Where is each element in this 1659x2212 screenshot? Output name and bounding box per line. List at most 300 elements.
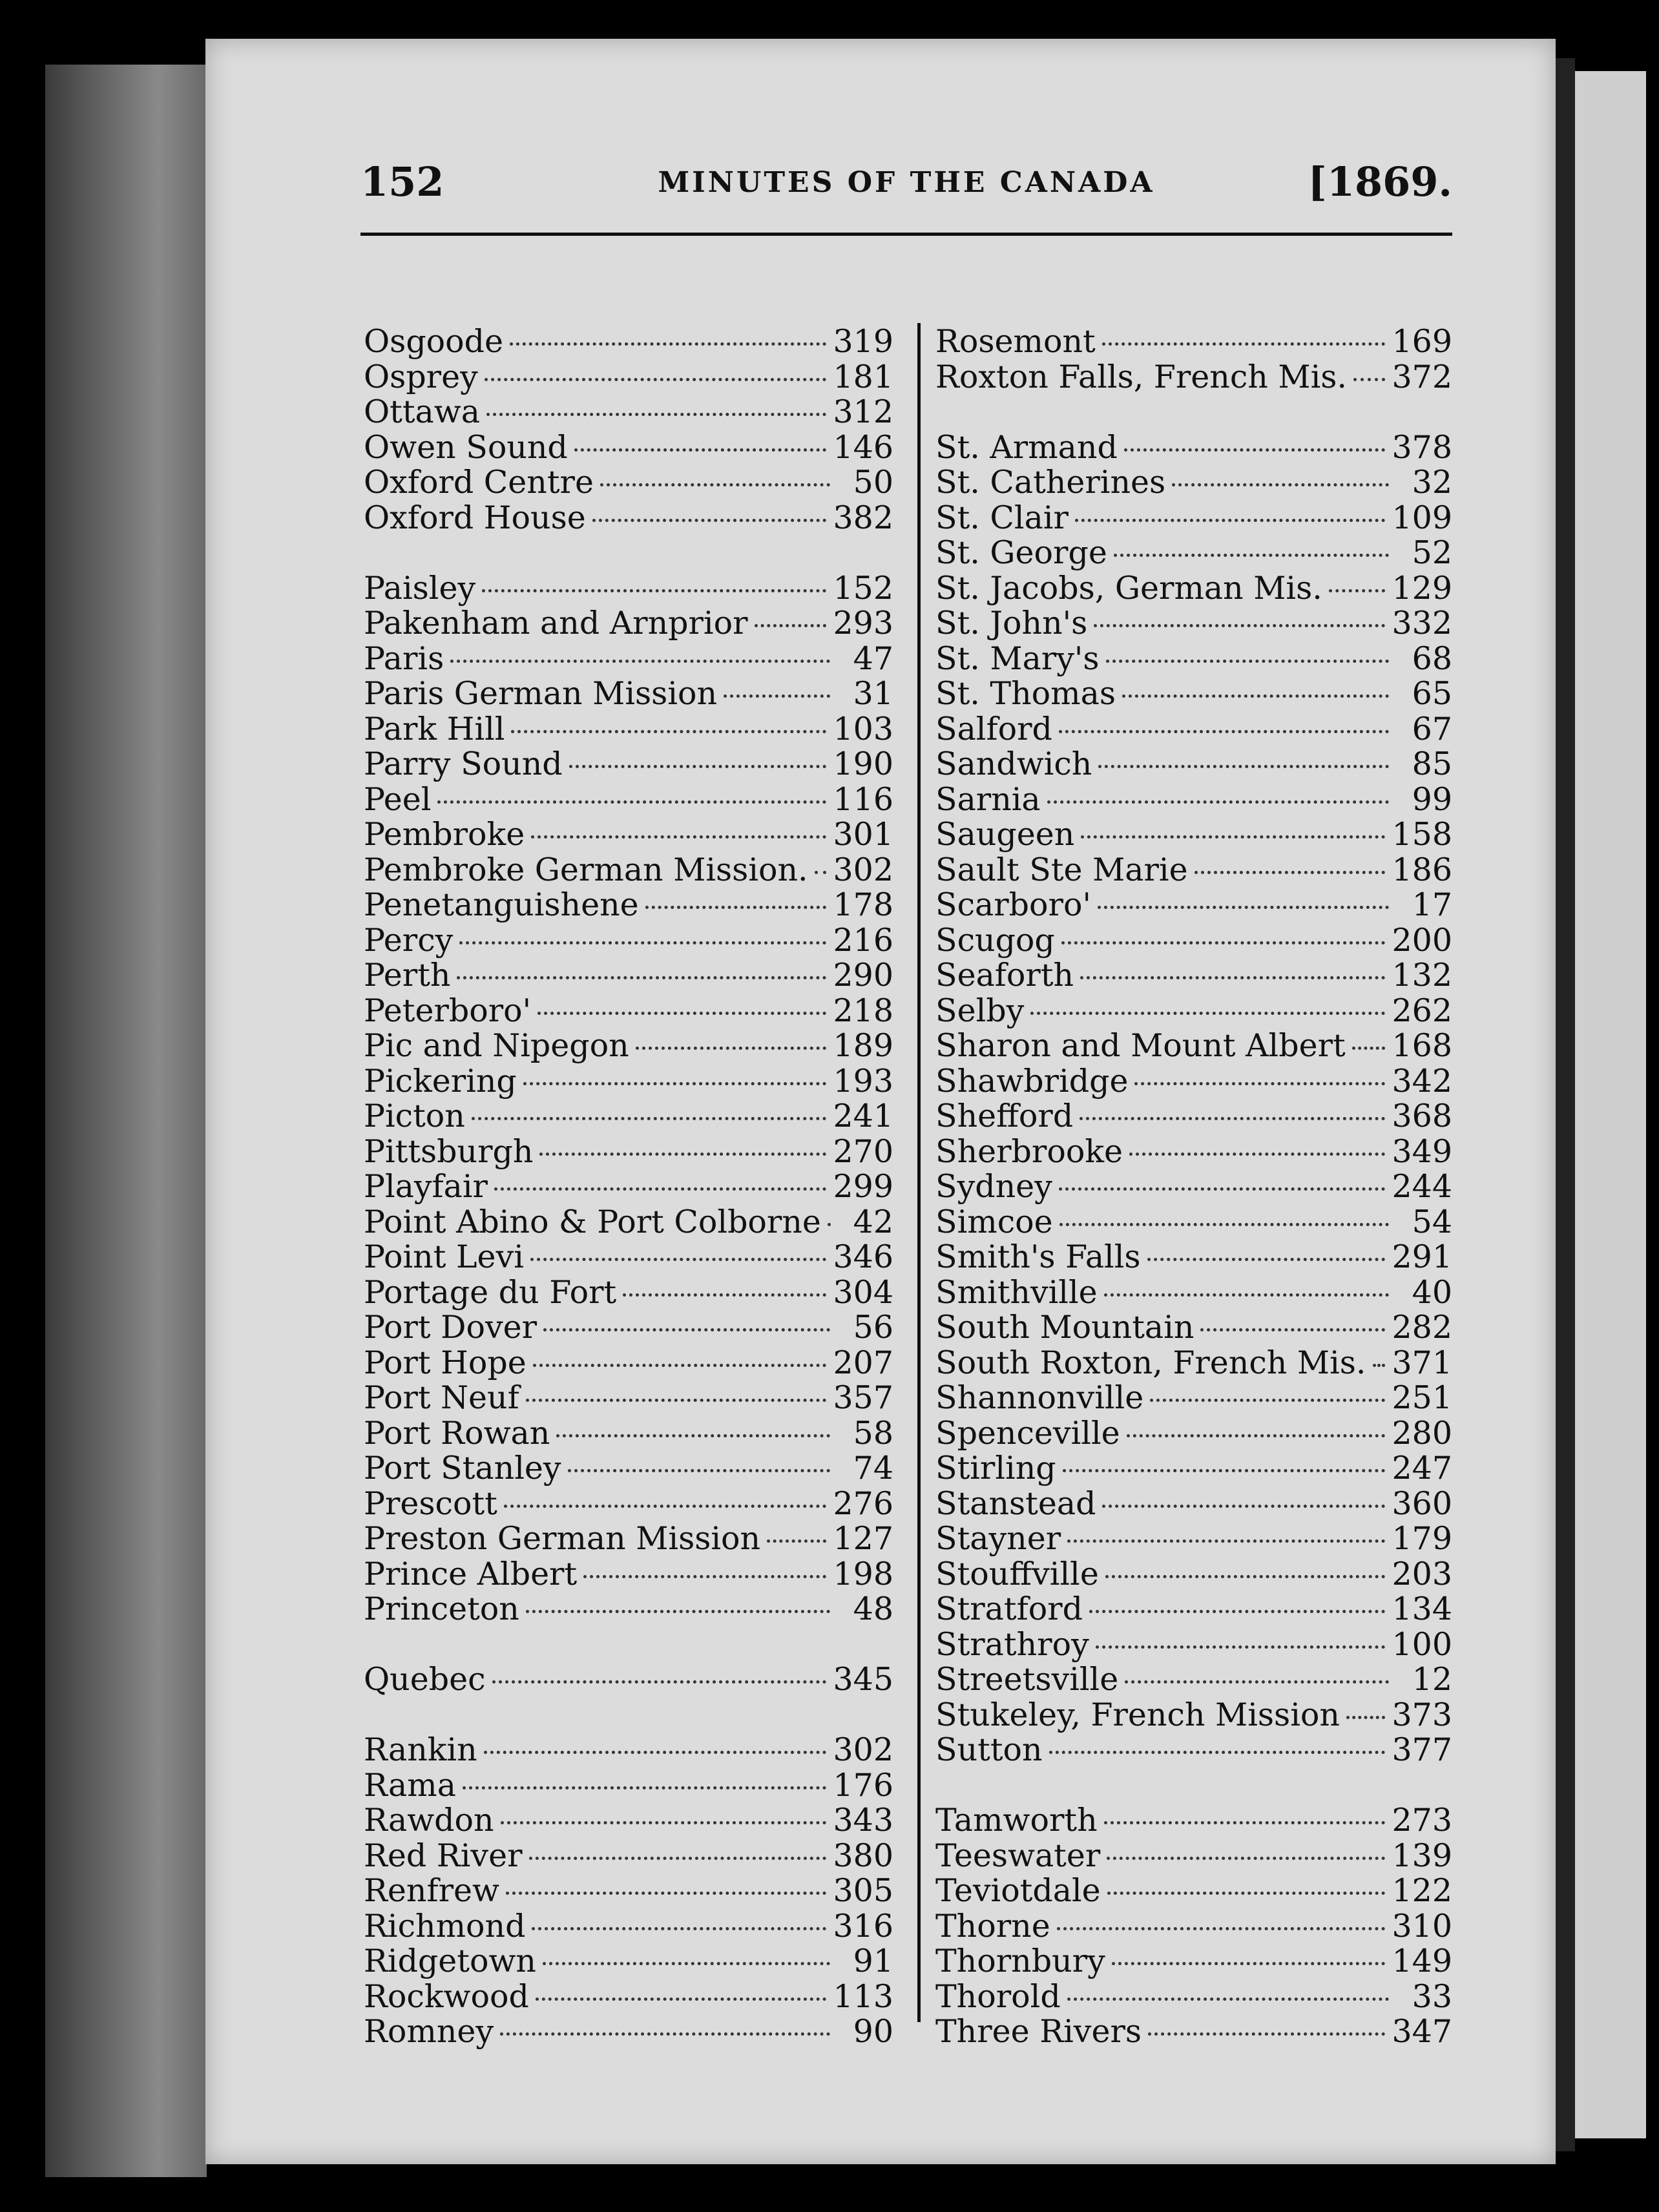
entry-name: St. George (935, 534, 1107, 571)
entry-name: Simcoe (935, 1203, 1053, 1240)
index-entry (364, 570, 893, 605)
entry-page-number: 134 (1392, 1591, 1452, 1627)
page-number: 152 (360, 158, 444, 205)
entry-name: Streetsville (935, 1661, 1119, 1698)
entry-name: Romney (364, 2013, 494, 2050)
entry-name: Stayner (935, 1520, 1061, 1557)
index-entry (364, 1908, 893, 1943)
entry-page-number: 282 (1392, 1309, 1452, 1346)
leader-dots (1057, 1927, 1386, 1930)
entry-name: Oxford House (364, 499, 586, 536)
entry-name: Peel (364, 780, 432, 818)
index-entry (364, 675, 893, 711)
leader-dots (1148, 2032, 1385, 2036)
entry-page-number: 56 (853, 1309, 893, 1346)
entry-name: Rankin (364, 1731, 477, 1768)
entry-name: Pic and Nipegon (364, 1027, 629, 1064)
entry-page-number: 40 (1412, 1273, 1452, 1311)
entry-name: Sutton (935, 1731, 1043, 1768)
index-entry (935, 1450, 1452, 1485)
leader-dots (510, 342, 826, 346)
entry-name: Port Neuf (364, 1379, 519, 1416)
entry-name: Scarboro' (935, 886, 1091, 923)
index-entry (364, 1943, 893, 1978)
entry-page-number: 91 (853, 1943, 893, 1979)
entry-name: Shawbridge (935, 1062, 1129, 1100)
entry-name: Princeton (364, 1591, 519, 1627)
entry-page-number: 186 (1392, 851, 1452, 888)
leader-dots (1075, 519, 1386, 522)
index-entry (364, 1168, 893, 1204)
leader-dots (767, 1539, 826, 1543)
leader-dots (526, 1610, 830, 1613)
leader-dots (1098, 765, 1389, 768)
entry-name: Scugog (935, 921, 1055, 959)
leader-dots (523, 1082, 827, 1085)
entry-name: Paris German Mission (364, 675, 718, 712)
index-spacer (935, 1767, 1452, 1802)
leader-dots (1353, 378, 1385, 381)
leader-dots (529, 1857, 827, 1860)
leader-dots (1134, 1082, 1385, 1085)
index-entry (935, 1098, 1452, 1133)
leader-dots (1080, 1117, 1385, 1120)
leader-dots (463, 1786, 827, 1789)
index-entry (364, 1731, 893, 1767)
entry-page-number: 332 (1392, 605, 1452, 642)
leader-dots (506, 1892, 827, 1895)
index-entry (935, 711, 1452, 746)
entry-page-number: 42 (853, 1203, 893, 1240)
entry-page-number: 302 (833, 851, 893, 888)
entry-page-number: 316 (833, 1907, 893, 1945)
running-title: MINUTES OF THE CANADA (658, 166, 1155, 199)
entry-name: Smith's Falls (935, 1238, 1141, 1275)
index-entry (935, 1485, 1452, 1521)
index-entry (935, 1520, 1452, 1556)
entry-name: Playfair (364, 1168, 488, 1205)
entry-page-number: 346 (833, 1238, 893, 1275)
entry-name: Renfrew (364, 1872, 499, 1909)
entry-page-number: 262 (1392, 992, 1452, 1029)
entry-page-number: 139 (1392, 1837, 1452, 1874)
leader-dots (1102, 1505, 1385, 1508)
entry-page-number: 52 (1412, 534, 1452, 571)
entry-name: St. John's (935, 605, 1088, 642)
index-entry (935, 1063, 1452, 1098)
entry-page-number: 12 (1412, 1661, 1452, 1698)
entry-name: Roxton Falls, French Mis. (935, 358, 1347, 395)
book-edge-left (45, 65, 207, 2177)
entry-page-number: 310 (1392, 1907, 1452, 1945)
index-entry (364, 605, 893, 640)
entry-page-number: 276 (833, 1485, 893, 1522)
entry-page-number: 305 (833, 1872, 893, 1909)
entry-page-number: 218 (833, 992, 893, 1029)
index-entry (935, 1978, 1452, 2014)
entry-page-number: 48 (853, 1591, 893, 1627)
index-entry (935, 675, 1452, 711)
leader-dots (569, 765, 827, 768)
index-entry (364, 1133, 893, 1169)
index-entry (935, 1168, 1452, 1204)
entry-page-number: 100 (1392, 1625, 1452, 1663)
index-entry (935, 1379, 1452, 1415)
index-entry (364, 922, 893, 957)
entry-page-number: 189 (833, 1027, 893, 1064)
entry-name: Pickering (364, 1062, 517, 1100)
entry-page-number: 216 (833, 921, 893, 959)
entry-name: Ottawa (364, 393, 480, 430)
leader-dots (1200, 1328, 1385, 1331)
index-entry (364, 1767, 893, 1802)
entry-page-number: 90 (853, 2013, 893, 2050)
leader-dots (1147, 1258, 1386, 1261)
entry-name: Port Rowan (364, 1414, 550, 1452)
adjacent-page (1575, 71, 1646, 2138)
index-entry (364, 429, 893, 464)
leader-dots (1129, 1153, 1385, 1156)
entry-page-number: 33 (1412, 1977, 1452, 2015)
index-entry (364, 886, 893, 922)
entry-name: Sherbrooke (935, 1132, 1123, 1170)
entry-name: Stanstead (935, 1485, 1096, 1522)
index-entry (364, 1309, 893, 1344)
leader-dots (1346, 1716, 1386, 1719)
index-entry (935, 781, 1452, 817)
entry-name: Preston German Mission (364, 1520, 761, 1557)
leader-dots (623, 1293, 826, 1297)
leader-dots (543, 1328, 830, 1331)
leader-dots (1067, 1998, 1389, 2001)
page-header (360, 158, 1452, 229)
leader-dots (828, 1223, 830, 1226)
index-entry (935, 2013, 1452, 2049)
entry-name: Pembroke (364, 816, 525, 853)
entry-name: Thornbury (935, 1943, 1105, 1979)
entry-name: Ridgetown (364, 1943, 536, 1979)
entry-page-number: 176 (833, 1766, 893, 1804)
entry-page-number: 293 (833, 605, 893, 642)
entry-name: Pembroke German Mission. (364, 851, 808, 888)
leader-dots (556, 1434, 830, 1437)
leader-dots (1352, 1047, 1386, 1050)
entry-name: Teeswater (935, 1837, 1101, 1874)
entry-page-number: 377 (1392, 1731, 1452, 1768)
leader-dots (1124, 448, 1386, 452)
index-entry (364, 1098, 893, 1133)
entry-page-number: 342 (1392, 1062, 1452, 1100)
index-entry (364, 1556, 893, 1591)
leader-dots (1067, 1539, 1385, 1543)
entry-name: Sarnia (935, 780, 1041, 818)
index-entry (935, 534, 1452, 570)
index-entry (935, 1133, 1452, 1169)
index-entry (364, 359, 893, 394)
leader-dots (1112, 1962, 1386, 1965)
leader-dots (1059, 730, 1389, 733)
leader-dots (1105, 1575, 1386, 1578)
entry-name: Strathroy (935, 1625, 1089, 1663)
entry-page-number: 360 (1392, 1485, 1452, 1522)
leader-dots (539, 1153, 826, 1156)
entry-name: South Mountain (935, 1309, 1195, 1346)
leader-dots (1059, 1223, 1389, 1226)
entry-name: Prescott (364, 1485, 497, 1522)
entry-page-number: 152 (833, 569, 893, 607)
entry-name: Pittsburgh (364, 1132, 534, 1170)
entry-page-number: 368 (1392, 1098, 1452, 1134)
index-entry (935, 746, 1452, 781)
book-page (205, 39, 1556, 2164)
index-entry (935, 886, 1452, 922)
entry-name: Port Stanley (364, 1450, 561, 1487)
index-entry (364, 640, 893, 676)
entry-name: Stirling (935, 1450, 1056, 1487)
leader-dots (484, 1751, 827, 1754)
entry-page-number: 290 (833, 957, 893, 994)
index-entry (364, 816, 893, 851)
index-entry (364, 746, 893, 781)
entry-page-number: 291 (1392, 1238, 1452, 1275)
entry-page-number: 129 (1392, 569, 1452, 607)
leader-dots (1098, 906, 1389, 909)
leader-dots (1107, 1892, 1386, 1895)
entry-name: Osprey (364, 358, 478, 395)
index-entry (364, 1591, 893, 1626)
index-entry (364, 957, 893, 992)
page-year: [1869. (1308, 158, 1452, 205)
entry-name: St. Armand (935, 428, 1118, 466)
leader-dots (486, 413, 827, 416)
index-entry (935, 1309, 1452, 1344)
index-entry (935, 957, 1452, 992)
index-entry (364, 1204, 893, 1239)
entry-name: Sandwich (935, 746, 1092, 782)
entry-name: Saugeen (935, 816, 1075, 853)
index-entry (364, 992, 893, 1028)
index-entry (935, 570, 1452, 605)
entry-page-number: 357 (833, 1379, 893, 1416)
book-gutter-right (1556, 58, 1575, 2151)
index-entry (935, 1908, 1452, 1943)
index-entry (935, 1696, 1452, 1732)
entry-page-number: 31 (853, 675, 893, 712)
leader-dots (1049, 1751, 1386, 1754)
entry-page-number: 50 (853, 464, 893, 501)
entry-name: Sault Ste Marie (935, 851, 1188, 888)
leader-dots (724, 694, 830, 698)
index-entry (935, 922, 1452, 957)
entry-page-number: 270 (833, 1132, 893, 1170)
entry-name: Rama (364, 1766, 456, 1804)
index-entry (364, 1027, 893, 1063)
entry-name: Quebec (364, 1661, 486, 1698)
leader-dots (1373, 1364, 1386, 1367)
leader-dots (537, 1012, 826, 1015)
index-entry (364, 1978, 893, 2014)
entry-name: Rosemont (935, 323, 1096, 360)
entry-page-number: 54 (1412, 1203, 1452, 1240)
entry-page-number: 158 (1392, 816, 1452, 853)
index-entry (935, 1837, 1452, 1873)
index-entry (364, 2013, 893, 2049)
leader-dots (592, 519, 827, 522)
entry-name: Spenceville (935, 1414, 1120, 1452)
entry-page-number: 347 (1392, 2013, 1452, 2050)
leader-dots (459, 941, 826, 944)
entry-page-number: 132 (1392, 957, 1452, 994)
entry-page-number: 103 (833, 710, 893, 747)
entry-page-number: 200 (1392, 921, 1452, 959)
leader-dots (1125, 1680, 1389, 1684)
index-entry (935, 1943, 1452, 1978)
index-entry (935, 1238, 1452, 1274)
index-entry (364, 499, 893, 535)
leader-dots (815, 871, 827, 874)
entry-name: Sydney (935, 1168, 1052, 1205)
leader-dots (755, 624, 827, 627)
index-entry (935, 1274, 1452, 1309)
index-entry (935, 816, 1452, 851)
entry-name: Portage du Fort (364, 1273, 617, 1311)
entry-page-number: 68 (1412, 640, 1452, 677)
index-entry (935, 1344, 1452, 1380)
entry-name: Three Rivers (935, 2013, 1142, 2050)
index-entry (935, 499, 1452, 535)
entry-page-number: 382 (833, 499, 893, 536)
entry-name: Shefford (935, 1098, 1074, 1134)
entry-name: Pakenham and Arnprior (364, 605, 748, 642)
leader-dots (583, 1575, 826, 1578)
entry-name: Owen Sound (364, 428, 568, 466)
index-entry (935, 605, 1452, 640)
leader-dots (1089, 1610, 1385, 1613)
index-spacer (364, 534, 893, 570)
index-entry (364, 1661, 893, 1696)
entry-name: Rockwood (364, 1977, 529, 2015)
leader-dots (1104, 1821, 1386, 1824)
entry-page-number: 343 (833, 1802, 893, 1839)
entry-page-number: 198 (833, 1555, 893, 1592)
leader-dots (536, 1998, 827, 2001)
index-entry (935, 1802, 1452, 1837)
entry-page-number: 371 (1392, 1344, 1452, 1381)
leader-dots (500, 2032, 830, 2036)
index-spacer (364, 1696, 893, 1732)
leader-dots (1150, 1399, 1385, 1402)
entry-page-number: 273 (1392, 1802, 1452, 1839)
entry-page-number: 58 (853, 1414, 893, 1452)
entry-name: St. Clair (935, 499, 1069, 536)
entry-page-number: 179 (1392, 1520, 1452, 1557)
entry-page-number: 146 (833, 428, 893, 466)
leader-dots (472, 1117, 827, 1120)
leader-dots (492, 1680, 827, 1684)
index-entry (935, 1415, 1452, 1450)
leader-dots (1122, 694, 1389, 698)
index-entry (364, 1802, 893, 1837)
leader-dots (530, 1258, 827, 1261)
entry-name: Port Hope (364, 1344, 527, 1381)
index-entry (935, 323, 1452, 359)
index-entry (935, 1556, 1452, 1591)
index-column-left (364, 323, 893, 2049)
leader-dots (600, 483, 830, 486)
leader-dots (1172, 483, 1389, 486)
entry-name: Shannonville (935, 1379, 1144, 1416)
index-entry (364, 1450, 893, 1485)
index-spacer (935, 393, 1452, 429)
entry-page-number: 349 (1392, 1132, 1452, 1170)
index-entry (935, 359, 1452, 394)
entry-name: Richmond (364, 1907, 526, 1945)
entry-page-number: 122 (1392, 1872, 1452, 1909)
entry-name: St. Catherines (935, 464, 1166, 501)
entry-page-number: 380 (833, 1837, 893, 1874)
leader-dots (1030, 1012, 1385, 1015)
entry-page-number: 378 (1392, 428, 1452, 466)
leader-dots (645, 906, 827, 909)
entry-page-number: 372 (1392, 358, 1452, 395)
entry-name: Peterboro' (364, 992, 532, 1029)
entry-page-number: 74 (853, 1450, 893, 1487)
entry-page-number: 47 (853, 640, 893, 677)
index-entry (364, 1520, 893, 1556)
leader-dots (501, 1821, 827, 1824)
leader-dots (1063, 1469, 1386, 1472)
index-entry (935, 1591, 1452, 1626)
entry-page-number: 373 (1392, 1696, 1452, 1733)
leader-dots (437, 800, 826, 804)
entry-page-number: 193 (833, 1062, 893, 1100)
entry-page-number: 109 (1392, 499, 1452, 536)
leader-dots (485, 378, 827, 381)
entry-page-number: 127 (833, 1520, 893, 1557)
entry-page-number: 17 (1412, 886, 1452, 923)
index-entry (935, 851, 1452, 887)
entry-page-number: 247 (1392, 1450, 1452, 1487)
index-entry (935, 1731, 1452, 1767)
leader-dots (1094, 624, 1385, 627)
index-spacer (364, 1626, 893, 1662)
index-entry (364, 1344, 893, 1380)
leader-dots (1114, 554, 1389, 557)
entry-page-number: 312 (833, 393, 893, 430)
index-entry (935, 429, 1452, 464)
index-entry (364, 851, 893, 887)
index-entry (935, 640, 1452, 676)
leader-dots (1080, 976, 1385, 979)
entry-page-number: 251 (1392, 1379, 1452, 1416)
index-column-right (935, 323, 1452, 2049)
leader-dots (1096, 1645, 1386, 1649)
entry-page-number: 203 (1392, 1555, 1452, 1592)
leader-dots (1059, 1187, 1386, 1191)
entry-name: Point Abino & Port Colborne (364, 1203, 821, 1240)
leader-dots (494, 1187, 826, 1191)
index-entry (364, 1238, 893, 1274)
entry-page-number: 169 (1392, 323, 1452, 360)
entry-name: Park Hill (364, 710, 505, 747)
entry-name: Sharon and Mount Albert (935, 1027, 1346, 1064)
entry-name: Osgoode (364, 323, 504, 360)
index-entry (364, 323, 893, 359)
entry-page-number: 67 (1412, 710, 1452, 747)
entry-name: Seaforth (935, 957, 1074, 994)
entry-page-number: 116 (833, 780, 893, 818)
leader-dots (533, 1364, 827, 1367)
